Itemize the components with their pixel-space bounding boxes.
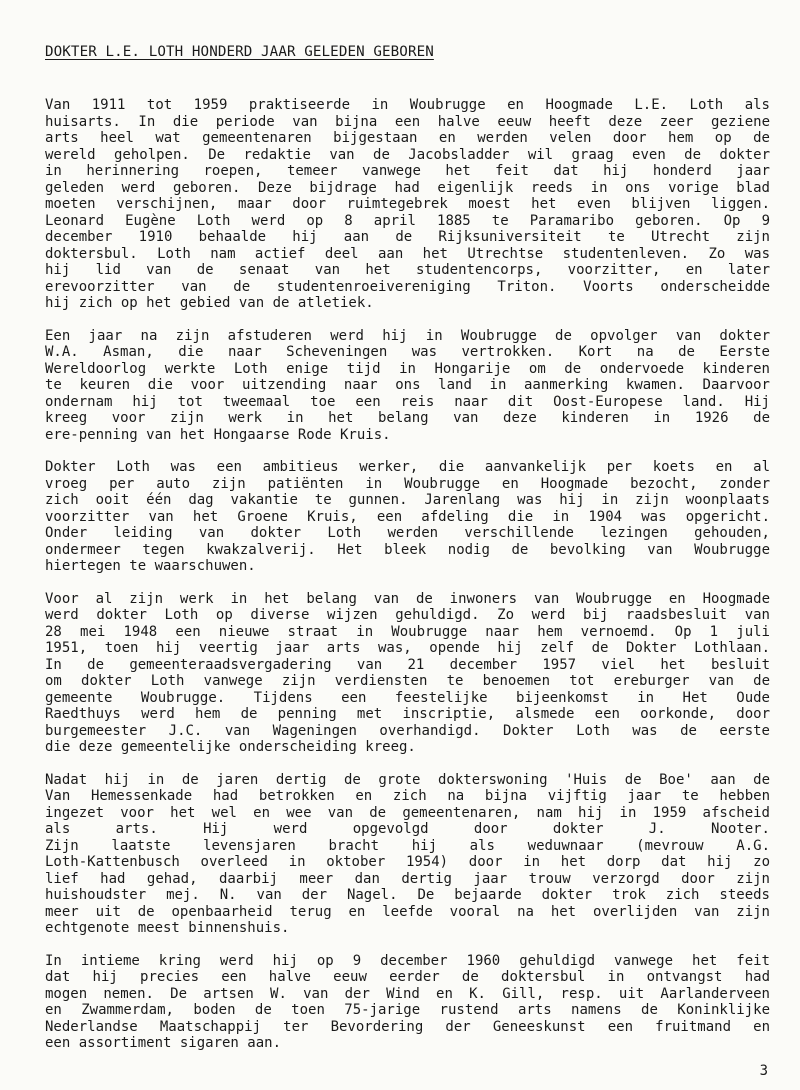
text-line: Nadat hij in de jaren dertig de grote dokterswoning 'Huis de Boe' aan de <box>45 771 770 788</box>
text-line: moeten verschijnen, maar door ruimtegebrek moest het even blijven liggen. <box>45 196 770 212</box>
text-line: zich ooit één dag vakantie te gunnen. Jarenlang was hij in zijn woonplaats <box>45 492 770 508</box>
text-line: ondermeer tegen kwakzalverij. Het bleek nodig de bevolking van Woubrugge <box>45 541 770 558</box>
text-line: Onder leiding van dokter Loth werden verschillende lezingen gehouden, <box>45 525 770 541</box>
text-line: erevoorzitter van de studentenroeivereniging Triton. Voorts onderscheidde <box>45 278 770 295</box>
text-line: en Zwammerdam, boden de toen 75-jarige rustend arts namens de Koninklijke <box>45 1002 770 1018</box>
text-line: geleden werd geboren. Deze bijdrage had eigenlijk reeds in ons vorige blad <box>45 179 770 196</box>
text-line: voorzitter van het Groene Kruis, een afdeling die in 1904 was opgericht. <box>45 508 770 525</box>
text-line: hij lid van de senaat van het studentencorps, voorzitter, en later <box>45 262 770 278</box>
text-line: Een jaar na zijn afstuderen werd hij in Woubrugge de opvolger van dokter <box>45 327 770 344</box>
text-line: een assortiment sigaren aan. <box>45 1035 282 1051</box>
text-line: in herinnering roepen, temeer vanwege het feit dat hij honderd jaar <box>45 163 770 179</box>
page-number: 3 <box>759 1063 768 1079</box>
text-line: Raedthuys werd hem de penning met inscriptie, alsmede een oorkonde, door <box>45 706 770 722</box>
text-line: Loth-Kattenbusch overleed in oktober 1954) door in het dorp dat hij zo <box>45 854 770 870</box>
text-line: wereld geholpen. De redaktie van de Jacobsladder wil graag even de dokter <box>45 146 770 163</box>
text-line: die deze gemeentelijke onderscheiding kreeg. <box>45 739 416 755</box>
text-line: lief had gehad, daarbij meer dan dertig jaar trouw verzorgd door zijn <box>45 870 770 887</box>
paragraph-5 <box>45 772 770 937</box>
text-line: ingezet voor het wel en wee van de gemeentenaren, nam hij in 1959 afscheid <box>45 804 770 821</box>
text-line: Van Hemessenkade had betrokken en zich na bijna vijftig jaar te hebben <box>45 788 770 804</box>
text-line: hij zich op het gebied van de atletiek. <box>45 295 374 311</box>
text-line: kreeg voor zijn werk in het belang van deze kinderen in 1926 de <box>45 410 770 426</box>
text-line: echtgenote meest binnenshuis. <box>45 920 290 936</box>
paragraph-6 <box>45 953 770 1052</box>
text-line: arts heel wat gemeentenaren bijgestaan en werden velen door hem op de <box>45 130 770 146</box>
text-line: te keuren die voor uitzending naar ons land in aanmerking kwamen. Daarvoor <box>45 377 770 393</box>
text-line: Dokter Loth was een ambitieus werker, die aanvankelijk per koets en al <box>45 459 770 475</box>
text-line: ondernam hij tot tweemaal toe een reis naar dit Oost-Europese land. Hij <box>45 393 770 410</box>
text-line: Wereldoorlog werkte Loth enige tijd in Hongarije om de ondervoede kinderen <box>45 360 770 377</box>
text-line: Nederlandse Maatschappij ter Bevordering der Geneeskunst een fruitmand en <box>45 1018 770 1035</box>
text-line: meer uit de openbaarheid terug en leefde vooral na het overlijden van zijn <box>45 903 770 920</box>
text-line: Zijn laatste levensjaren bracht hij als weduwnaar (mevrouw A.G. <box>45 837 770 854</box>
text-line: 28 mei 1948 een nieuwe straat in Woubrugge naar hem vernoemd. Op 1 juli <box>45 623 770 640</box>
text-line: vroeg per auto zijn patiënten in Woubrugge en Hoogmade bezocht, zonder <box>45 475 770 492</box>
text-line: mogen nemen. De artsen W. van der Wind en K. Gill, resp. uit Aarlanderveen <box>45 985 770 1002</box>
paragraph-3 <box>45 459 770 575</box>
text-line: hiertegen te waarschuwen. <box>45 558 256 574</box>
text-line: werd dokter Loth op diverse wijzen gehuldigd. Zo werd bij raadsbesluit van <box>45 607 770 623</box>
article-body <box>45 97 770 1068</box>
text-line: In de gemeenteraadsvergadering van 21 december 1957 viel het besluit <box>45 656 770 673</box>
text-line: doktersbul. Loth nam actief deel aan het Utrechtse studentenleven. Zo was <box>45 245 770 262</box>
text-line: In intieme kring werd hij op 9 december 1960 gehuldigd vanwege het feit <box>45 952 770 969</box>
text-line: W.A. Asman, die naar Scheveningen was vertrokken. Kort na de Eerste <box>45 344 770 360</box>
text-line: gemeente Woubrugge. Tijdens een feestelijke bijeenkomst in Het Oude <box>45 689 770 706</box>
article-title: DOKTER L.E. LOTH HONDERD JAAR GELEDEN GEBOREN <box>45 44 434 60</box>
paragraph-1 <box>45 97 770 312</box>
text-line: Van 1911 tot 1959 praktiseerde in Woubrugge en Hoogmade L.E. Loth als <box>45 97 770 113</box>
text-line: december 1910 behaalde hij aan de Rijksuniversiteit te Utrecht zijn <box>45 229 770 245</box>
text-line: huishoudster mej. N. van der Nagel. De bejaarde dokter trok zich steeds <box>45 887 770 903</box>
text-line: huisarts. In die periode van bijna een halve eeuw heeft deze zeer geziene <box>45 113 770 130</box>
text-line: burgemeester J.C. van Wageningen overhandigd. Dokter Loth was de eerste <box>45 722 770 739</box>
text-line: dat hij precies een halve eeuw eerder de doktersbul in ontvangst had <box>45 969 770 985</box>
paragraph-4 <box>45 591 770 756</box>
text-line: Leonard Eugène Loth werd op 8 april 1885 te Paramaribo geboren. Op 9 <box>45 212 770 229</box>
text-line: om dokter Loth vanwege zijn verdiensten te benoemen tot ereburger van de <box>45 673 770 689</box>
text-line: Voor al zijn werk in het belang van de inwoners van Woubrugge en Hoogmade <box>45 590 770 607</box>
text-line: 1951, toen hij veertig jaar arts was, opende hij zelf de Dokter Lothlaan. <box>45 640 770 656</box>
paragraph-2 <box>45 328 770 444</box>
text-line: als arts. Hij werd opgevolgd door dokter J. Nooter. <box>45 821 770 837</box>
text-line: ere-penning van het Hongaarse Rode Kruis. <box>45 426 391 443</box>
